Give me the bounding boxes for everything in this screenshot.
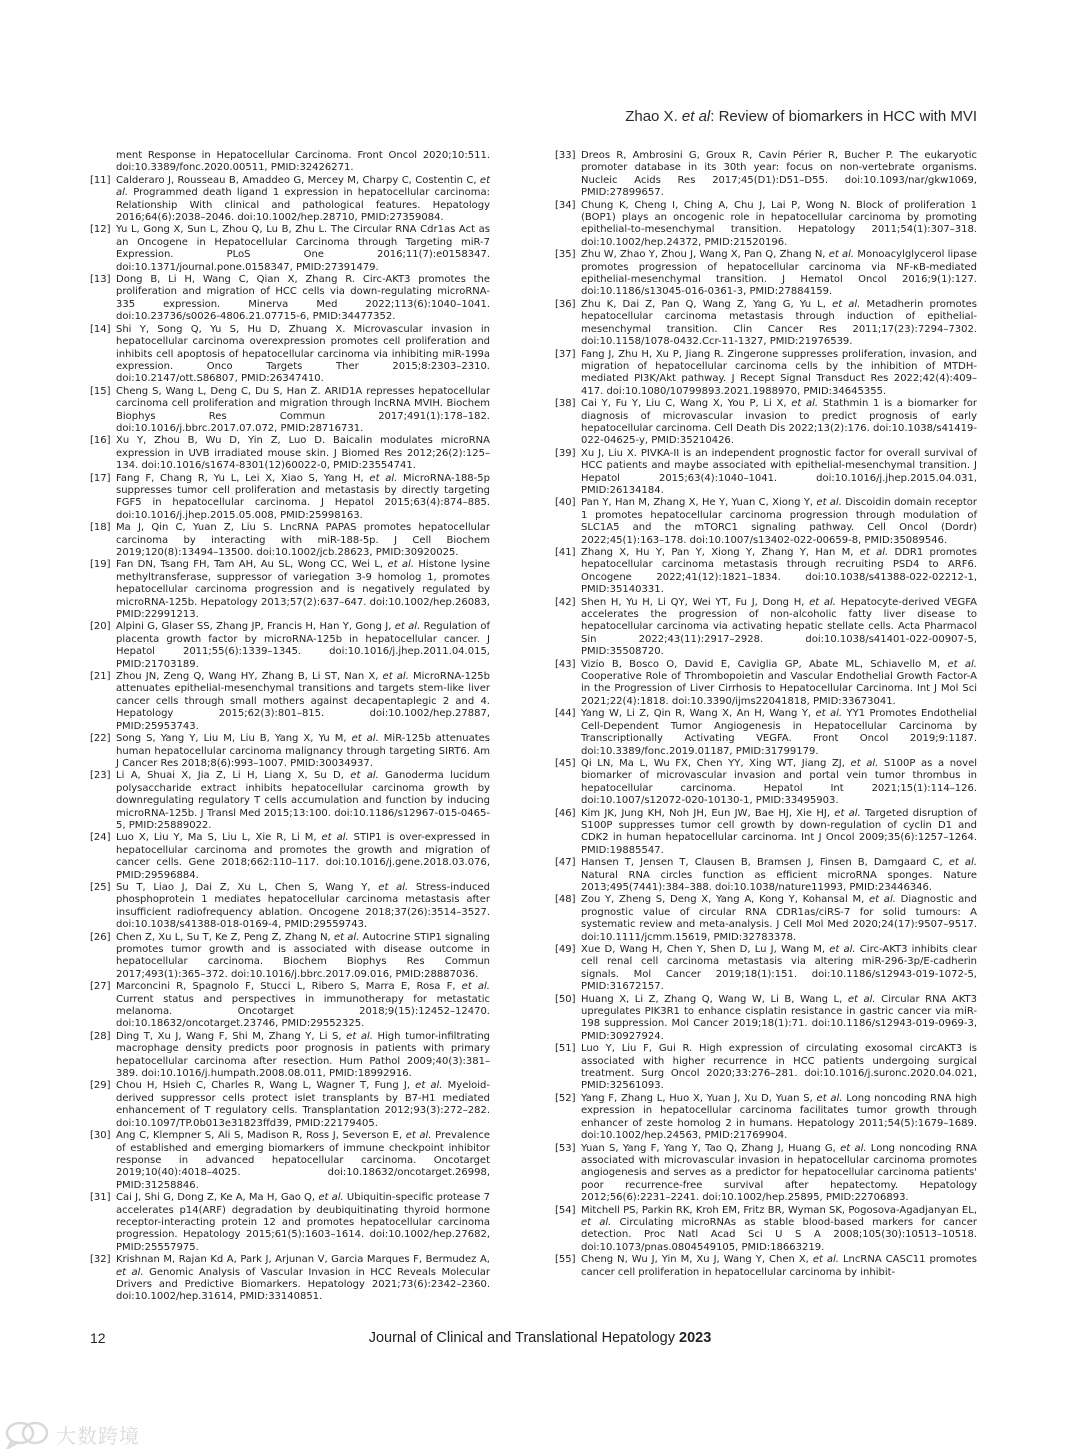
reference-item <box>555 708 977 758</box>
reference-item <box>555 857 977 894</box>
reference-number: [15] <box>90 385 111 397</box>
reference-item <box>555 497 977 547</box>
journal-footer <box>0 1330 1080 1346</box>
reference-text: Song S, Yang Y, Liu M, Liu B, Yang X, Yu M, et al. MiR-125b attenuates human hepatocellular carcinoma malignancy through targeting SIRT6. Am J Cancer Res 2018;8(6):993–1007. PMID:30034937. <box>116 733 491 769</box>
watermark <box>4 1418 140 1450</box>
reference-number: [36] <box>555 298 576 310</box>
reference-number: [31] <box>90 1192 111 1204</box>
reference-number: [45] <box>555 757 576 769</box>
reference-item <box>90 1130 490 1192</box>
reference-text: Chou H, Hsieh C, Charles R, Wang L, Wagner T, Fung J, et al. Myeloid-derived suppressor cells protect islet transplants by B7-H1 mediated enhancement of T regulatory cells. Transplantation 2012;93(3):272–282. doi:10.1097/TP.0b013e31823ffd39, PMID:22179405. <box>116 1080 490 1129</box>
reference-number: [46] <box>555 807 576 819</box>
reference-number: [12] <box>90 224 111 236</box>
reference-text: Yuan S, Yang F, Yang Y, Tao Q, Zhang J, Huang G, et al. Long noncoding RNA associated with microvascular invasion in hepatocellular carcinoma promotes angiogenesis and serves as a predictor for hepatocellular carcinoma patients' poor recurrence-free survival after hepatectomy. Hepatology 2012;56(6):2231–2241. doi:10.1002/hep.25895, PMID:22706893. <box>581 1142 977 1204</box>
reference-number: [30] <box>90 1130 111 1142</box>
reference-item <box>90 671 490 733</box>
reference-text: Krishnan M, Rajan Kd A, Park J, Arjunan V, Garcia Marques F, Bermudez A, et al. Genomic Analysis of Vascular Invasion in HCC Reveals Molecular Drivers and Predictive Biomarkers. Hepatology 2021;73(6):2342–2360. doi:10.1002/hep.31614, PMID:33140851. <box>116 1254 490 1303</box>
reference-text: Kim JK, Jung KH, Noh JH, Eun JW, Bae HJ, Xie HJ, et al. Targeted disruption of S100P suppresses tumor cell growth by down-regulation of cyclin D1 and CDK2 in human hepatocellular carcinoma. Int J Oncol 2009;35(6):1257–1264. PMID:19885547. <box>581 807 977 856</box>
reference-number: [54] <box>555 1204 576 1216</box>
reference-text: Yang W, Li Z, Qin R, Wang X, An H, Wang Y, et al. YY1 Promotes Endothelial Cell-Dependent Tumor Angiogenesis in Hepatocellular Carcinoma by Transcriptionally Activating VEGFA. Front Oncol 2019;9:1187. doi:10.3389/fonc.2019.01187, PMID:31799179. <box>581 708 977 757</box>
reference-text: Xu J, Liu X. PIVKA-II is an independent prognostic factor for overall survival of HCC patients and maybe associated with epithelial-mesenchymal transition. J Hepatol 2015;63(4):1040–1041. doi:10.1016/j.jhep.2015.04.031, PMID:26134184. <box>581 447 977 496</box>
reference-text: Zhang X, Hu Y, Pan Y, Xiong Y, Zhang Y, Han M, et al. DDR1 promotes hepatocellular carcinoma metastasis through recruiting PSD4 to ARF6. Oncogene 2022;41(12):1821–1834. doi:10.1038/s41388-022-02212-1, PMID:35140331. <box>581 547 977 596</box>
reference-text: Xue D, Wang H, Chen Y, Shen D, Lu J, Wang M, et al. Circ-AKT3 inhibits clear cell renal cell carcinoma metastasis via altering miR-296-3p/E-cadherin signals. Mol Cancer 2019;18(1):151. doi:10.1186/s12943-019-1072-5, PMID:31672157. <box>581 944 977 993</box>
reference-item <box>90 1031 490 1081</box>
reference-number: [42] <box>555 596 576 608</box>
reference-item <box>555 398 977 448</box>
reference-number: [28] <box>90 1030 111 1042</box>
reference-text: Dong B, Li H, Wang C, Qian X, Zhang R. Circ-AKT3 promotes the proliferation and migration of HCC cells via down-regulating microRNA-335 expression. Minerva Med 2022;113(6):1040–1041. doi:10.23736/s0026-4806.21.07715-6, PMID:34477352. <box>116 274 490 323</box>
reference-item <box>90 1254 490 1304</box>
reference-text: Luo Y, Liu F, Gui R. High expression of circulating exosomal circAKT3 is associated with higher recurrence in HCC patients undergoing surgical treatment. Surg Oncol 2020;33:276–281. doi:10.1016/j.suronc.2020.04.021, PMID:32561093. <box>581 1043 977 1092</box>
reference-item <box>555 758 977 808</box>
reference-text: Zhu W, Zhao Y, Zhou J, Wang X, Pan Q, Zhang N, et al. Monoacylglycerol lipase promotes progression of hepatocellular carcinoma via NF-κB-mediated epithelial-mesenchymal transition. J Hematol Oncol 2016;9(1):127. doi:10.1186/s13045-016-0361-3, PMID:27884159. <box>581 249 977 298</box>
reference-item <box>90 1192 490 1254</box>
reference-text: Vizio B, Bosco O, David E, Caviglia GP, Abate ML, Schiavello M, et al. Cooperative Role of Thrombopoietin and Vascular Endothelial Growth Factor-A in the Progression of Liver Cirrhosis to Hepatocellular Carcinoma. Int J Mol Sci 2021;22(4):1818. doi:10.3390/ijms22041818, PMID:33673041. <box>581 658 977 707</box>
reference-item <box>555 944 977 994</box>
reference-number: [33] <box>555 150 576 161</box>
reference-item <box>555 547 977 597</box>
reference-text: Fang F, Chang R, Yu L, Lei X, Xiao S, Yang H, et al. MicroRNA-188-5p suppresses tumor cell proliferation and metastasis by directly targeting FGF5 in hepatocellular carcinoma. J Hepatol 2015;63(4):874–885. doi:10.1016/j.jhep.2015.05.008, PMID:25998163. <box>116 472 490 521</box>
reference-item <box>555 299 977 349</box>
reference-text: Xu Y, Zhou B, Wu D, Yin Z, Luo D. Baicalin modulates microRNA expression in UVB irradiated mouse skin. J Biomed Res 2012;26(2):125–134. doi:10.1016/s1674-8301(12)60022-0, PMID:23554741. <box>116 435 490 472</box>
references-left-column <box>90 150 490 1304</box>
reference-text: Mitchell PS, Parkin RK, Kroh EM, Fritz BR, Wyman SK, Pogosova-Agadjanyan EL, et al. Circulating microRNAs as stable blood-based markers for cancer detection. Proc Natl Acad Sci U S A 2008;105(30):10513–10518. doi:10.1073/pnas.0804549105, PMID:18663219. <box>581 1204 977 1253</box>
reference-text: Qi LN, Ma L, Wu FX, Chen YY, Xing WT, Jiang ZJ, et al. S100P as a novel biomarker of microvascular invasion and portal vein tumor thrombus in hepatocellular carcinoma. Hepatol Int 2021;15(1):114–126. doi:10.1007/s12072-020-10130-1, PMID:33495903. <box>581 757 977 807</box>
reference-number: [25] <box>90 881 111 893</box>
reference-text: ment Response in Hepatocellular Carcinoma. Front Oncol 2020;10:511. doi:10.3389/fonc.2020.00511, PMID:32426271. <box>116 150 490 174</box>
page-number: 12 <box>90 1330 106 1346</box>
reference-item <box>555 1205 977 1255</box>
reference-item <box>555 1254 977 1279</box>
reference-number: [11] <box>90 174 111 186</box>
reference-text: Ma J, Qin C, Yuan Z, Liu S. LncRNA PAPAS promotes hepatocellular carcinoma by interacting with miR-188-5p. J Cell Biochem 2019;120(8):13494–13500. doi:10.1002/jcb.28623, PMID:30920025. <box>116 522 490 558</box>
reference-item <box>90 932 490 982</box>
running-head-et-al: et al <box>681 108 711 125</box>
reference-number: [39] <box>555 447 576 459</box>
reference-item <box>555 150 977 200</box>
reference-text: Ding T, Xu J, Wang F, Shi M, Zhang Y, Li S, et al. High tumor-infiltrating macrophage density predicts poor prognosis in patients with primary hepatocellular carcinoma after resection. Hum Pathol 2009;40(3):381–389. doi:10.1016/j.humpath.2008.08.011, PMID:18992916. <box>116 1030 491 1080</box>
reference-item <box>90 981 490 1031</box>
watermark-text: 大数跨境 <box>56 1423 140 1448</box>
reference-text: Ang C, Klempner S, Ali S, Madison R, Ross J, Severson E, et al. Prevalence of established and emerging biomarkers of immune checkpoint inhibitor response in advanced hepatocellular carcinoma. Oncotarget 2019;10(40):4018–4025. doi:10.18632/oncotarget.26998, PMID:31258846. <box>116 1130 491 1191</box>
reference-number: [48] <box>555 894 576 906</box>
reference-text: Chen Z, Xu L, Su T, Ke Z, Peng Z, Zhang N, et al. Autocrine STIP1 signaling promotes tumor growth and is associated with disease outcome in hepatocellular carcinoma. Biochem Biophys Res Commun 2017;493(1):365–372. doi:10.1016/j.bbrc.2017.09.016, PMID:28887036. <box>116 931 490 980</box>
reference-item <box>555 249 977 299</box>
reference-number: [37] <box>555 348 576 360</box>
reference-number: [17] <box>90 472 111 484</box>
reference-number: [35] <box>555 249 576 261</box>
reference-text: Pan Y, Han M, Zhang X, He Y, Yuan C, Xiong Y, et al. Discoidin domain receptor 1 promotes hepatocellular carcinoma progression through modulation of SLC1A5 and the mTORC1 signaling pathway. Cell Oncol (Dordr) 2022;45(1):163–178. doi:10.1007/s13402-022-00659-8, PMID:35089546. <box>581 497 977 546</box>
reference-item <box>555 1143 977 1205</box>
reference-item <box>90 1080 490 1130</box>
reference-item <box>555 994 977 1044</box>
reference-number: [21] <box>90 671 111 683</box>
reference-text: Cheng N, Wu J, Yin M, Xu J, Wang Y, Chen X, et al. LncRNA CASC11 promotes cancer cell proliferation in hepatocellular carcinoma by inhibit- <box>581 1254 978 1278</box>
reference-item <box>90 733 490 770</box>
running-head-authors: Zhao X. <box>625 108 682 125</box>
reference-number: [23] <box>90 770 111 782</box>
reference-number: [40] <box>555 497 576 509</box>
reference-text: Cheng S, Wang L, Deng C, Du S, Han Z. ARID1A represses hepatocellular carcinoma cell proliferation and migration through lncRNA MVIH. Biochem Biophys Res Commun 2017;491(1):178–182. doi:10.1016/j.bbrc.2017.07.072, PMID:28716731. <box>116 385 490 434</box>
reference-text: Zou Y, Zheng S, Deng X, Yang A, Kong Y, Kohansal M, et al. Diagnostic and prognostic value of circular RNA CDR1as/ciRS-7 for solid tumours: A systematic review and meta-analysis. J Cell Mol Med 2020;24(17):9507–9517. doi:10.1111/jcmm.15619, PMID:32783378. <box>581 894 977 943</box>
reference-number: [16] <box>90 435 111 447</box>
reference-text: Shi Y, Song Q, Yu S, Hu D, Zhuang X. Microvascular invasion in hepatocellular carcinoma overexpression promotes cell proliferation and inhibits cell apoptosis of hepatocellular carcinoma via inhibiting miR-199a expression. Onco Targets Ther 2015;8:2303–2310. doi:10.2147/ott.S86807, PMID:26347410. <box>116 323 490 385</box>
reference-text: Huang X, Li Z, Zhang Q, Wang W, Li B, Wang L, et al. Circular RNA AKT3 upregulates PIK3R1 to enhance cisplatin resistance in gastric cancer via miR-198 suppression. Mol Cancer 2019;18(1):71. doi:10.1186/s12943-019-0969-3, PMID:30927924. <box>581 993 978 1042</box>
reference-text: Dreos R, Ambrosini G, Groux R, Cavin Périer R, Bucher P. The eukaryotic promoter database in its 30th year: focus on non-vertebrate organisms. Nucleic Acids Res 2017;45(D1):D51–D55. doi:10.1093/nar/gkw1069, PMID:27899657. <box>581 150 977 199</box>
reference-text: Yang F, Zhang L, Huo X, Yuan J, Xu D, Yuan S, et al. Long noncoding RNA high expression in hepatocellular carcinoma facilitates tumor growth through enhancer of zeste homolog 2 in humans. Hepatology 2011;54(5):1679–1689. doi:10.1002/hep.24563, PMID:21769904. <box>581 1092 977 1142</box>
reference-item <box>90 770 490 832</box>
reference-number: [19] <box>90 559 111 571</box>
reference-item <box>555 200 977 250</box>
reference-number: [13] <box>90 274 111 286</box>
reference-item <box>90 386 490 436</box>
reference-number: [18] <box>90 522 111 534</box>
reference-number: [24] <box>90 832 111 844</box>
reference-text: Fan DN, Tsang FH, Tam AH, Au SL, Wong CC, Wei L, et al. Histone lysine methyltransferase, suppressor of variegation 3-9 homolog 1, promotes hepatocellular carcinoma progression and is negatively regulated by microRNA-125b. Hepatology 2013;57(2):637–647. doi:10.1002/hep.26083, PMID:22991213. <box>116 559 490 621</box>
reference-number: [22] <box>90 733 111 745</box>
reference-number: [32] <box>90 1254 111 1266</box>
reference-number: [52] <box>555 1092 576 1104</box>
reference-text: Su T, Liao J, Dai Z, Xu L, Chen S, Wang Y, et al. Stress-induced phosphoprotein 1 mediates hepatocellular carcinoma metastasis after insufficient radiofrequency ablation. Oncogene 2018;37(26):3514–3527. doi:10.1038/s41388-018-0169-4, PMID:29559743. <box>116 881 490 931</box>
reference-text: Calderaro J, Rousseau B, Amaddeo G, Mercey M, Charpy C, Costentin C, et al. Programmed death ligand 1 expression in hepatocellular carcinoma: Relationship With clinical and pathological features. Hepatology 2016;64(6):2038–2046. doi:10.1002/hep.28710, PMID:27359084. <box>116 174 490 224</box>
reference-text: Zhu K, Dai Z, Pan Q, Wang Z, Yang G, Yu L, et al. Metadherin promotes hepatocellular carcinoma metastasis through induction of epithelial-mesenchymal transition. Clin Cancer Res 2011;17(23):7294–7302. doi:10.1158/1078-0432.Ccr-11-1327, PMID:21976539. <box>581 298 977 348</box>
reference-item <box>555 349 977 399</box>
reference-number: [14] <box>90 323 111 335</box>
reference-item <box>90 150 490 175</box>
reference-number: [38] <box>555 398 576 410</box>
reference-number: [34] <box>555 199 576 211</box>
reference-number: [51] <box>555 1043 576 1055</box>
reference-item <box>555 597 977 659</box>
reference-text: Cai J, Shi G, Dong Z, Ke A, Ma H, Gao Q, et al. Ubiquitin-specific protease 7 accelerates p14(ARF) degradation by deubiquitinating thyroid hormone receptor-interacting protein 12 and promotes hepatocellular carcinoma progression. Hepatology 2015;61(5):1603–1614. doi:10.1002/hep.27682, PMID:25557975. <box>116 1192 490 1253</box>
reference-text: Li A, Shuai X, Jia Z, Li H, Liang X, Su D, et al. Ganoderma lucidum polysaccharide extract inhibits hepatocellular carcinoma growth by downregulating regulatory T cells accumulation and function by inducing microRNA-125b. J Transl Med 2015;13:100. doi:10.1186/s12967-015-0465-5, PMID:25889022. <box>116 770 490 831</box>
reference-text: Alpini G, Glaser SS, Zhang JP, Francis H, Han Y, Gong J, et al. Regulation of placenta growth factor by microRNA-125b in hepatocellular cancer. J Hepatol 2011;55(6):1339–1345. doi:10.1016/j.jhep.2011.04.015, PMID:21703189. <box>116 621 490 670</box>
reference-number: [50] <box>555 993 576 1005</box>
journal-name: Journal of Clinical and Translational Hepatology <box>368 1330 680 1346</box>
reference-item <box>90 559 490 621</box>
reference-number: [43] <box>555 658 576 670</box>
reference-item <box>90 324 490 386</box>
reference-text: Fang J, Zhu H, Xu P, Jiang R. Zingerone suppresses proliferation, invasion, and migration of hepatocellular carcinoma cells by the inhibition of MTDH-mediated PI3K/Akt pathway. J Recept Signal Transduct Res 2022;42(4):409–417. doi:10.1080/10799893.2021.1988970, PMID:34645355. <box>581 348 977 397</box>
reference-number: [47] <box>555 857 576 869</box>
reference-text: Hansen T, Jensen T, Clausen B, Bramsen J, Finsen B, Damgaard C, et al. Natural RNA circles function as efficient microRNA sponges. Nature 2013;495(7441):384–388. doi:10.1038/nature11993, PMID:23446346. <box>581 857 977 893</box>
reference-text: Luo X, Liu Y, Ma S, Liu L, Xie R, Li M, et al. STIP1 is over-expressed in hepatocellular carcinoma and promotes the growth and migration of cancer cells. Gene 2018;662:110–117. doi:10.1016/j.gene.2018.03.076, PMID:29596884. <box>116 832 491 881</box>
journal-year: 2023 <box>679 1330 712 1346</box>
reference-item <box>555 894 977 944</box>
reference-item <box>90 621 490 671</box>
reference-item <box>555 808 977 858</box>
reference-item <box>90 473 490 523</box>
reference-number: [49] <box>555 944 576 955</box>
reference-number: [53] <box>555 1142 576 1154</box>
references-right-column <box>555 150 977 1279</box>
reference-item <box>90 224 490 274</box>
reference-text: Cai Y, Fu Y, Liu C, Wang X, You P, Li X, et al. Stathmin 1 is a biomarker for diagnosis of microvascular invasion to predict prognosis of early hepatocellular carcinoma. Cell Death Dis 2022;13(2):176. doi:10.1038/s41419-022-04625-y, PMID:35210426. <box>581 398 977 447</box>
reference-number: [29] <box>90 1080 111 1092</box>
reference-item <box>90 435 490 472</box>
reference-item <box>555 1093 977 1143</box>
reference-number: [55] <box>555 1254 576 1266</box>
reference-item <box>555 659 977 709</box>
running-head-title: : Review of biomarkers in HCC with MVI <box>710 108 977 125</box>
chat-bubble-icon <box>4 1419 50 1449</box>
reference-text: Shen H, Yu H, Li QY, Wei YT, Fu J, Dong H, et al. Hepatocyte-derived VEGFA accelerates the progression of non-alcoholic fatty liver disease to hepatocellular carcinoma via activating hepatic stellate cells. Acta Pharmacol Sin 2022;43(11):2917–2928. doi:10.1038/s41401-022-00907-5, PMID:35508720. <box>581 596 977 658</box>
reference-item <box>555 1043 977 1093</box>
reference-text: Zhou JN, Zeng Q, Wang HY, Zhang B, Li ST, Nan X, et al. MicroRNA-125b attenuates epithelial-mesenchymal transitions and targets stem-like liver cancer cells through small mothers against decapentaplegic 2 and 4. Hepatology 2015;62(3):801–815. doi:10.1002/hep.27887, PMID:25953743. <box>116 671 491 732</box>
reference-text: Yu L, Gong X, Sun L, Zhou Q, Lu B, Zhu L. The Circular RNA Cdr1as Act as an Oncogene in Hepatocellular Carcinoma through Targeting miR-7 Expression. PLoS One 2016;11(7):e0158347. doi:10.1371/journal.pone.0158347, PMID:27391479. <box>116 224 490 273</box>
reference-item <box>90 882 490 932</box>
running-head <box>625 108 977 125</box>
reference-item <box>90 832 490 882</box>
reference-number: [44] <box>555 708 576 720</box>
reference-item <box>90 522 490 559</box>
reference-item <box>90 175 490 225</box>
reference-number: [27] <box>90 981 111 993</box>
reference-text: Chung K, Cheng I, Ching A, Chu J, Lai P, Wong N. Block of proliferation 1 (BOP1) plays an oncogenic role in hepatocellular carcinoma by promoting epithelial-to-mesenchymal transition. Hepatology 2011;54(1):307–318. doi:10.1002/hep.24372, PMID:21520196. <box>581 199 977 248</box>
reference-number: [20] <box>90 621 111 633</box>
reference-text: Marconcini R, Spagnolo F, Stucci L, Ribero S, Marra E, Rosa F, et al. Current status and perspectives in immunotherapy for metastatic melanoma. Oncotarget 2018;9(15):12452–12470. doi:10.18632/oncotarget.23746, PMID:29552325. <box>116 981 490 1030</box>
reference-number: [41] <box>555 547 576 558</box>
reference-item <box>555 448 977 498</box>
reference-item <box>90 274 490 324</box>
reference-number: [26] <box>90 931 111 943</box>
